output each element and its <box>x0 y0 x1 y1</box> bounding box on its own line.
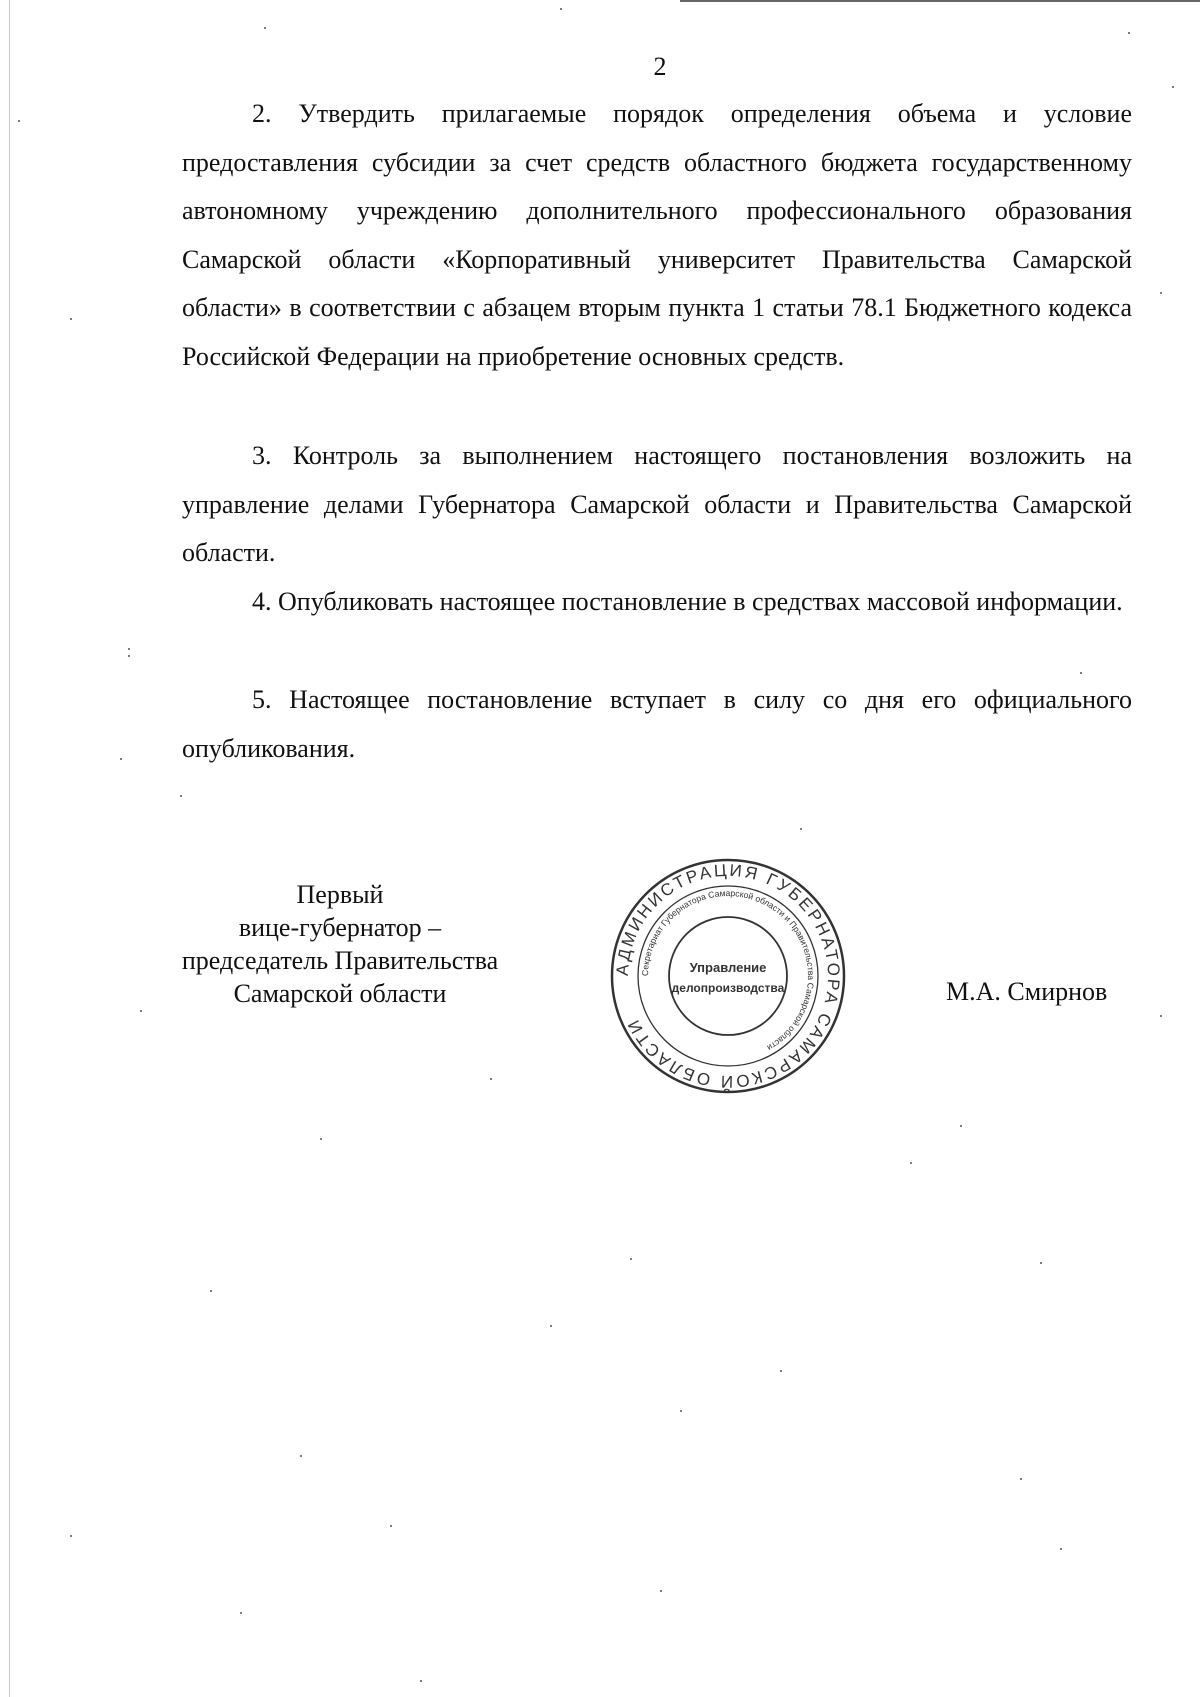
paragraph-text: Опубликовать настоящее постановление в средствах массовой информации. <box>278 587 1123 616</box>
signatory-title-line: Первый <box>296 880 384 909</box>
paragraph-4 <box>182 578 1132 627</box>
scan-speck <box>180 795 182 797</box>
scan-speck <box>1080 672 1082 674</box>
paragraph-text: Контроль за выполнением настоящего постановления возложить на управление делами Губернатора Самарской области и Правительства Самарской области. <box>182 441 1133 567</box>
scan-speck <box>550 1325 552 1327</box>
paragraph-number: 5. <box>252 685 272 714</box>
scan-speck <box>210 1290 212 1292</box>
paragraph-text: Настоящее постановление вступает в силу со дня его официального опубликования. <box>182 685 1133 763</box>
paragraph-5 <box>182 676 1132 773</box>
scan-speck <box>1160 1015 1162 1017</box>
scan-speck <box>18 120 20 122</box>
paragraph-number: 4. <box>252 587 272 616</box>
scan-speck <box>420 1680 422 1682</box>
scan-speck <box>1172 86 1174 88</box>
stamp-center-line1: Управление <box>689 960 767 975</box>
paragraph-2 <box>182 90 1132 381</box>
signatory-title-line: вице-губернатор – <box>238 913 442 942</box>
scan-speck <box>1060 1548 1062 1550</box>
scan-speck <box>800 828 802 830</box>
scan-top-edge <box>680 0 1200 2</box>
scan-speck <box>300 1455 302 1457</box>
signatory-name: М.А. Смирнов <box>946 977 1108 1006</box>
scan-speck <box>140 1010 142 1012</box>
scan-speck <box>128 648 130 650</box>
official-stamp <box>608 856 848 1096</box>
scan-speck <box>560 8 562 10</box>
page-number: 2 <box>653 52 667 81</box>
scan-speck <box>680 1410 682 1412</box>
scan-speck <box>1020 1478 1022 1480</box>
scan-speck <box>490 1078 492 1080</box>
signatory-title <box>150 878 530 1010</box>
stamp-center-line2: делопроизводства <box>671 981 785 995</box>
scan-left-edge <box>9 0 10 1697</box>
scan-speck <box>70 1535 72 1537</box>
scan-speck <box>70 318 72 320</box>
scan-speck <box>120 758 122 760</box>
signatory-title-line: председатель Правительства <box>181 946 499 975</box>
scan-speck <box>320 1138 322 1140</box>
paragraph-text: Утвердить прилагаемые порядок определения объема и условие предоставления субсидии за счет средств областного бюджета государственному автономному учреждению дополнительного профессионального образования Самарской области «Корпоративный университет Правительства Самарской области» в соответствии с абзацем вторым пункта 1 статьи 78.1 Бюджетного кодекса Российской Федерации на приобретение основных средств. <box>182 99 1133 371</box>
scan-speck <box>910 1162 912 1164</box>
scan-speck <box>780 1370 782 1372</box>
scan-speck <box>660 1590 662 1592</box>
scan-speck <box>240 1612 242 1614</box>
paragraph-3 <box>182 432 1132 578</box>
scan-speck <box>960 1125 962 1127</box>
scan-speck <box>390 1525 392 1527</box>
stamp-outer-text: АДМИНИСТРАЦИЯ ГУБЕРНАТОРА САМАРСКОЙ ОБЛАСТИ <box>612 860 844 1092</box>
stamp-inner-border <box>669 917 787 1035</box>
stamp-middle-border <box>638 886 818 1066</box>
paragraph-number: 3. <box>252 441 272 470</box>
scan-speck <box>1128 32 1130 34</box>
paragraph-number: 2. <box>252 99 272 128</box>
scan-speck <box>128 655 130 657</box>
scan-speck <box>630 1258 632 1260</box>
scan-speck <box>1160 292 1162 294</box>
scan-speck <box>1040 1262 1042 1264</box>
signatory-title-line: Самарской области <box>233 979 447 1008</box>
scan-speck <box>264 27 266 29</box>
stamp-inner-text: Секретариат Губернатора Самарской области и Правительства Самарской области <box>639 887 817 1054</box>
